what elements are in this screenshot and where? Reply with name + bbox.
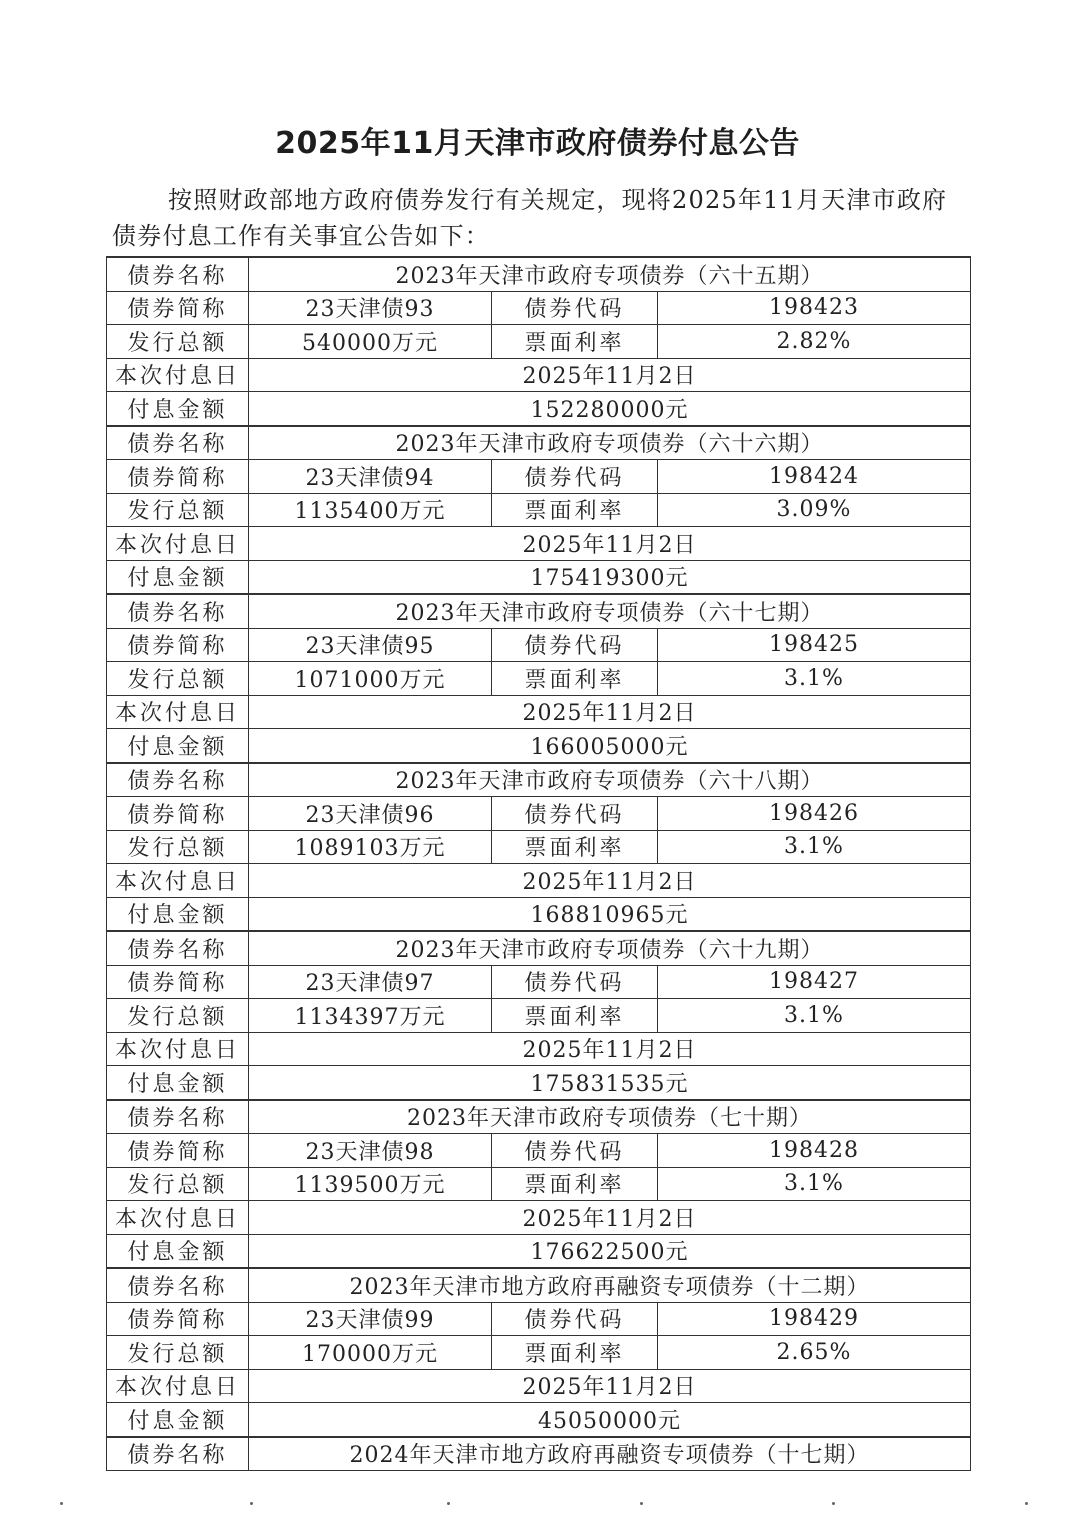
pay-date-label: 本次付息日 bbox=[107, 1032, 249, 1066]
issue-total-value: 170000万元 bbox=[249, 1336, 492, 1370]
bond-code-label: 债券代码 bbox=[492, 628, 658, 662]
bond-short-name-row bbox=[107, 965, 971, 999]
pay-amount-label: 付息金额 bbox=[107, 392, 249, 426]
bond-name-label: 债券名称 bbox=[107, 1437, 249, 1471]
bond-name-row bbox=[107, 594, 971, 628]
pay-amount-row bbox=[107, 1403, 971, 1437]
bond-name-value: 2023年天津市政府专项债券（六十五期） bbox=[249, 257, 971, 291]
bond-name-value: 2023年天津市政府专项债券（六十七期） bbox=[249, 594, 971, 628]
pay-date-label: 本次付息日 bbox=[107, 1369, 249, 1403]
pay-amount-label: 付息金额 bbox=[107, 1234, 249, 1268]
pay-date-value: 2025年11月2日 bbox=[249, 1032, 971, 1066]
coupon-rate-label: 票面利率 bbox=[492, 325, 658, 359]
bond-short-name-label: 债券简称 bbox=[107, 797, 249, 831]
issue-total-value: 1135400万元 bbox=[249, 493, 492, 527]
bond-short-name-row bbox=[107, 628, 971, 662]
bond-code-value: 198424 bbox=[658, 460, 971, 494]
issue-total-label: 发行总额 bbox=[107, 493, 249, 527]
coupon-rate-value: 3.1% bbox=[658, 999, 971, 1033]
bond-name-label: 债券名称 bbox=[107, 426, 249, 460]
bond-code-label: 债券代码 bbox=[492, 797, 658, 831]
bond-name-label: 债券名称 bbox=[107, 1268, 249, 1302]
coupon-rate-label: 票面利率 bbox=[492, 662, 658, 696]
pay-date-value: 2025年11月2日 bbox=[249, 1369, 971, 1403]
pay-date-row bbox=[107, 527, 971, 561]
bond-name-value: 2023年天津市政府专项债券（六十九期） bbox=[249, 931, 971, 965]
coupon-rate-label: 票面利率 bbox=[492, 830, 658, 864]
bond-short-name-row bbox=[107, 291, 971, 325]
bond-code-value: 198428 bbox=[658, 1134, 971, 1168]
bond-code-label: 债券代码 bbox=[492, 460, 658, 494]
pay-date-row bbox=[107, 358, 971, 392]
coupon-rate-value: 3.1% bbox=[658, 830, 971, 864]
bond-issue-row bbox=[107, 662, 971, 696]
pay-amount-value: 175831535元 bbox=[249, 1066, 971, 1100]
bond-name-label: 债券名称 bbox=[107, 257, 249, 291]
bond-name-row bbox=[107, 763, 971, 797]
intro-paragraph: 按照财政部地方政府债券发行有关规定，现将2025年11月天津市政府债券付息工作有关事宜公告如下： bbox=[112, 186, 948, 250]
bond-code-value: 198429 bbox=[658, 1302, 971, 1336]
issue-total-value: 1089103万元 bbox=[249, 830, 492, 864]
issue-total-label: 发行总额 bbox=[107, 1167, 249, 1201]
pay-date-row bbox=[107, 1369, 971, 1403]
bond-table-body bbox=[107, 257, 971, 1471]
bond-short-name-value: 23天津债93 bbox=[249, 291, 492, 325]
bond-short-name-label: 债券简称 bbox=[107, 965, 249, 999]
pay-amount-row bbox=[107, 560, 971, 594]
pay-amount-row bbox=[107, 1234, 971, 1268]
coupon-rate-label: 票面利率 bbox=[492, 493, 658, 527]
coupon-rate-value: 3.1% bbox=[658, 1167, 971, 1201]
bond-issue-row bbox=[107, 830, 971, 864]
pay-amount-label: 付息金额 bbox=[107, 1403, 249, 1437]
bond-name-label: 债券名称 bbox=[107, 763, 249, 797]
pay-amount-label: 付息金额 bbox=[107, 897, 249, 931]
bond-code-label: 债券代码 bbox=[492, 1134, 658, 1168]
bond-name-label: 债券名称 bbox=[107, 594, 249, 628]
bond-short-name-value: 23天津债94 bbox=[249, 460, 492, 494]
pay-amount-value: 45050000元 bbox=[249, 1403, 971, 1437]
bond-short-name-value: 23天津债95 bbox=[249, 628, 492, 662]
pay-amount-row bbox=[107, 729, 971, 763]
coupon-rate-value: 2.82% bbox=[658, 325, 971, 359]
coupon-rate-value: 3.09% bbox=[658, 493, 971, 527]
pay-date-label: 本次付息日 bbox=[107, 1201, 249, 1235]
pay-amount-value: 176622500元 bbox=[249, 1234, 971, 1268]
page-title: 2025年11月天津市政府债券付息公告 bbox=[275, 126, 800, 161]
bond-short-name-value: 23天津债98 bbox=[249, 1134, 492, 1168]
coupon-rate-label: 票面利率 bbox=[492, 999, 658, 1033]
bond-short-name-value: 23天津债99 bbox=[249, 1302, 492, 1336]
pay-date-label: 本次付息日 bbox=[107, 527, 249, 561]
issue-total-value: 1139500万元 bbox=[249, 1167, 492, 1201]
bond-name-value: 2023年天津市地方政府再融资专项债券（十二期） bbox=[249, 1268, 971, 1302]
pay-date-row bbox=[107, 1032, 971, 1066]
bond-name-row bbox=[107, 426, 971, 460]
pay-date-row bbox=[107, 864, 971, 898]
bond-short-name-label: 债券简称 bbox=[107, 1134, 249, 1168]
bond-short-name-value: 23天津债97 bbox=[249, 965, 492, 999]
bond-payment-table bbox=[106, 256, 971, 1471]
bond-code-label: 债券代码 bbox=[492, 965, 658, 999]
bond-name-value: 2023年天津市政府专项债券（七十期） bbox=[249, 1100, 971, 1134]
pay-amount-row bbox=[107, 1066, 971, 1100]
bond-issue-row bbox=[107, 493, 971, 527]
pay-amount-value: 175419300元 bbox=[249, 560, 971, 594]
issue-total-label: 发行总额 bbox=[107, 999, 249, 1033]
pay-date-label: 本次付息日 bbox=[107, 695, 249, 729]
bond-short-name-row bbox=[107, 1134, 971, 1168]
bond-code-label: 债券代码 bbox=[492, 291, 658, 325]
bond-short-name-label: 债券简称 bbox=[107, 628, 249, 662]
pay-date-row bbox=[107, 1201, 971, 1235]
bond-code-label: 债券代码 bbox=[492, 1302, 658, 1336]
pay-amount-row bbox=[107, 897, 971, 931]
pay-date-label: 本次付息日 bbox=[107, 864, 249, 898]
bond-name-label: 债券名称 bbox=[107, 1100, 249, 1134]
issue-total-value: 540000万元 bbox=[249, 325, 492, 359]
bond-name-value: 2023年天津市政府专项债券（六十八期） bbox=[249, 763, 971, 797]
scan-edge-marks bbox=[0, 1496, 1075, 1516]
bond-code-value: 198425 bbox=[658, 628, 971, 662]
pay-amount-value: 168810965元 bbox=[249, 897, 971, 931]
pay-amount-label: 付息金额 bbox=[107, 560, 249, 594]
pay-date-value: 2025年11月2日 bbox=[249, 358, 971, 392]
bond-short-name-value: 23天津债96 bbox=[249, 797, 492, 831]
pay-date-value: 2025年11月2日 bbox=[249, 864, 971, 898]
pay-date-row bbox=[107, 695, 971, 729]
coupon-rate-value: 3.1% bbox=[658, 662, 971, 696]
issue-total-label: 发行总额 bbox=[107, 1336, 249, 1370]
pay-amount-value: 152280000元 bbox=[249, 392, 971, 426]
coupon-rate-value: 2.65% bbox=[658, 1336, 971, 1370]
issue-total-value: 1071000万元 bbox=[249, 662, 492, 696]
pay-date-value: 2025年11月2日 bbox=[249, 1201, 971, 1235]
pay-date-value: 2025年11月2日 bbox=[249, 695, 971, 729]
issue-total-label: 发行总额 bbox=[107, 830, 249, 864]
pay-date-value: 2025年11月2日 bbox=[249, 527, 971, 561]
bond-short-name-label: 债券简称 bbox=[107, 460, 249, 494]
bond-name-row bbox=[107, 1100, 971, 1134]
bond-issue-row bbox=[107, 325, 971, 359]
bond-name-row bbox=[107, 257, 971, 291]
bond-name-row bbox=[107, 1268, 971, 1302]
bond-name-value: 2023年天津市政府专项债券（六十六期） bbox=[249, 426, 971, 460]
coupon-rate-label: 票面利率 bbox=[492, 1167, 658, 1201]
bond-issue-row bbox=[107, 1336, 971, 1370]
bond-name-row bbox=[107, 1437, 971, 1471]
pay-amount-label: 付息金额 bbox=[107, 1066, 249, 1100]
bond-short-name-row bbox=[107, 1302, 971, 1336]
bond-name-label: 债券名称 bbox=[107, 931, 249, 965]
pay-amount-row bbox=[107, 392, 971, 426]
bond-short-name-label: 债券简称 bbox=[107, 291, 249, 325]
bond-short-name-row bbox=[107, 797, 971, 831]
bond-code-value: 198423 bbox=[658, 291, 971, 325]
issue-total-label: 发行总额 bbox=[107, 325, 249, 359]
bond-short-name-row bbox=[107, 460, 971, 494]
bond-issue-row bbox=[107, 999, 971, 1033]
bond-code-value: 198426 bbox=[658, 797, 971, 831]
bond-issue-row bbox=[107, 1167, 971, 1201]
pay-amount-label: 付息金额 bbox=[107, 729, 249, 763]
issue-total-label: 发行总额 bbox=[107, 662, 249, 696]
bond-name-value: 2024年天津市地方政府再融资专项债券（十七期） bbox=[249, 1437, 971, 1471]
bond-code-value: 198427 bbox=[658, 965, 971, 999]
bond-short-name-label: 债券简称 bbox=[107, 1302, 249, 1336]
pay-amount-value: 166005000元 bbox=[249, 729, 971, 763]
coupon-rate-label: 票面利率 bbox=[492, 1336, 658, 1370]
bond-name-row bbox=[107, 931, 971, 965]
pay-date-label: 本次付息日 bbox=[107, 358, 249, 392]
issue-total-value: 1134397万元 bbox=[249, 999, 492, 1033]
